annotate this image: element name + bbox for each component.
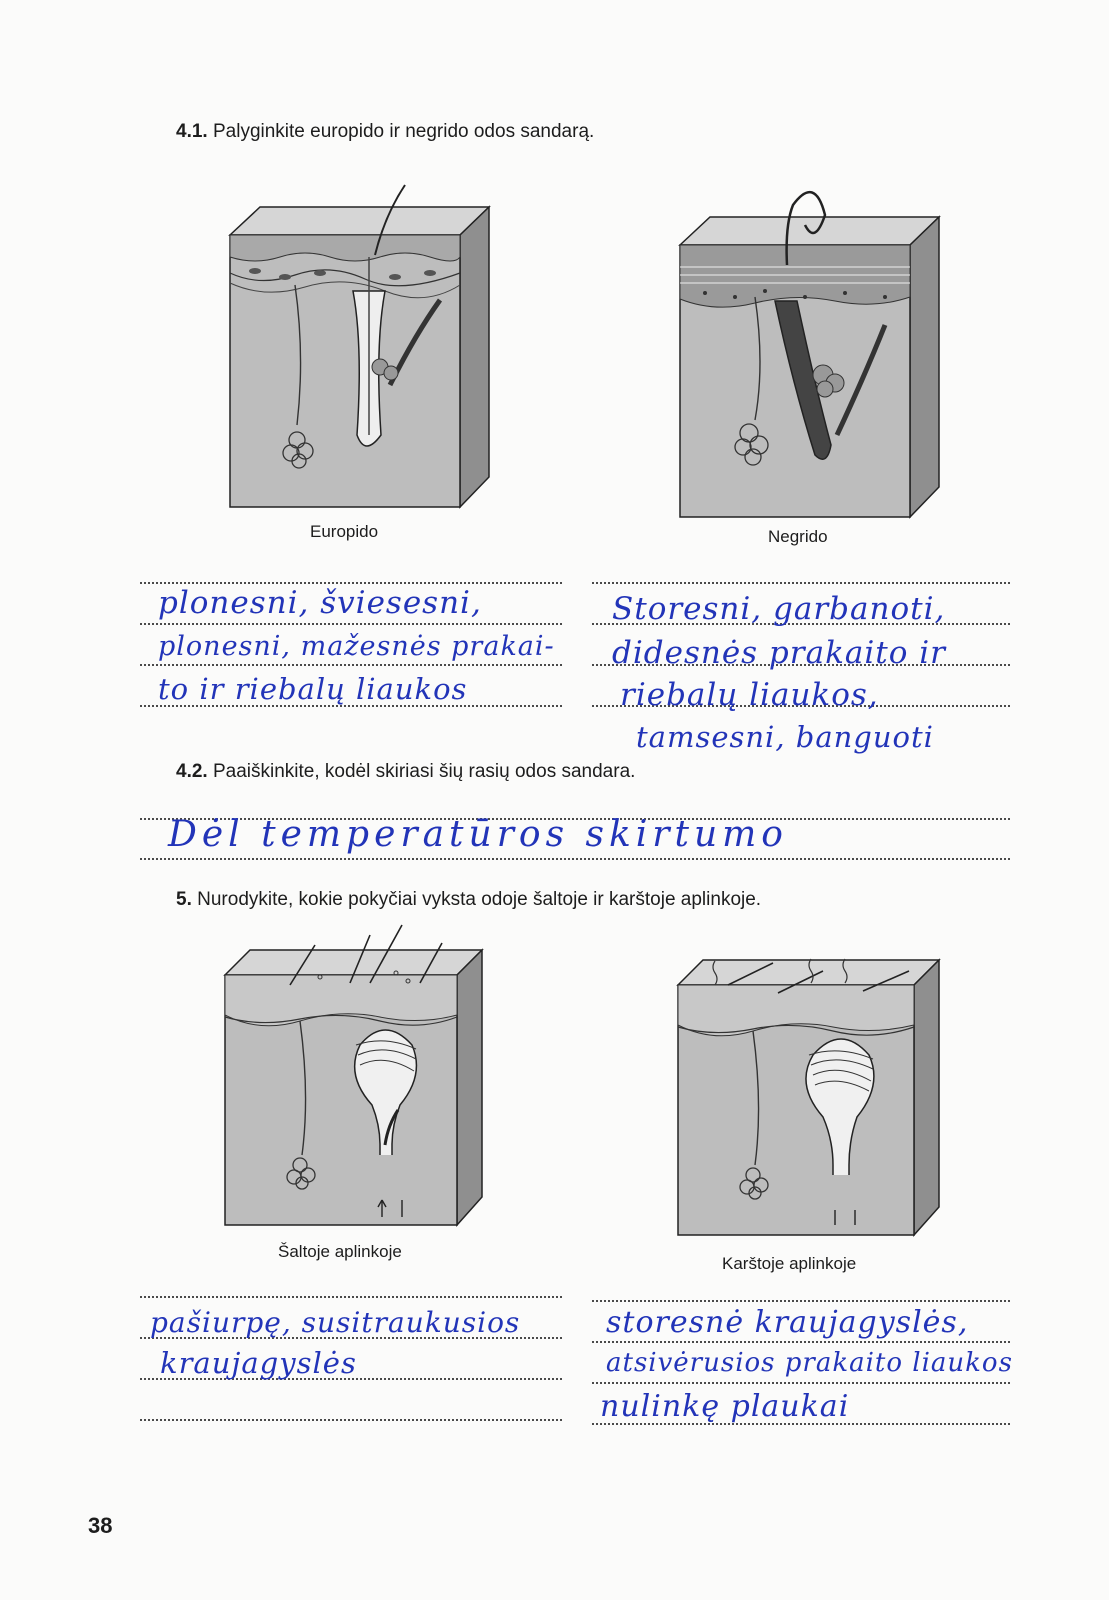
question-4-1 [176,120,594,144]
answer-line [140,582,562,584]
handwritten-answer: plonesni, mažesnės prakai- [158,631,555,662]
handwritten-answer: Dėl temperatūros skirtumo [168,814,788,855]
hot-skin-diagram [673,935,948,1245]
question-text: Palyginkite europido ir negrido odos sandarą. [212,121,595,142]
negrido-skin-diagram [675,205,945,525]
answer-line [140,858,1010,860]
question-5 [176,888,761,912]
question-4-2 [176,760,635,784]
handwritten-answer: didesnės prakaito ir [612,635,946,671]
handwritten-answer: kraujagyslės [160,1346,357,1380]
question-number: 4.1. [176,121,208,142]
handwritten-answer: atsivėrusios prakaito liaukos [606,1348,1013,1378]
question-number: 5. [176,889,192,910]
handwritten-answer: tamsesni, banguoti [636,720,934,754]
handwritten-answer: nulinkę plaukai [600,1389,850,1424]
answer-line [592,1382,1010,1384]
caption-cold: Šaltoje aplinkoje [278,1242,402,1261]
handwritten-answer: storesnė kraujagyslės, [606,1305,969,1340]
handwritten-answer: plonesni, šviesesni, [158,585,482,621]
caption-hot: Karštoje aplinkoje [722,1254,857,1273]
handwritten-answer: Storesni, garbanoti, [612,591,946,627]
caption-negrido: Negrido [768,527,828,546]
answer-line [592,1300,1010,1302]
question-text: Nurodykite, kokie pokyčiai vyksta odoje šaltoje ir karštoje aplinkoje. [197,889,762,910]
handwritten-answer: riebalų liaukos, [620,677,879,713]
handwritten-answer: to ir riebalų liaukos [158,672,468,706]
europido-skin-diagram [225,195,495,515]
handwritten-answer: pašiurpę, susitraukusios [150,1306,521,1339]
page-number: 38 [88,1513,113,1538]
question-number: 4.2. [176,761,208,782]
question-text: Paaiškinkite, kodėl skiriasi šių rasių odos sandara. [212,761,636,782]
answer-line [140,1419,562,1421]
caption-europido: Europido [310,522,379,541]
cold-skin-diagram [220,925,490,1235]
answer-line [140,664,562,666]
answer-line [592,1341,1010,1343]
answer-line [140,623,562,625]
answer-line [592,582,1010,584]
answer-line [140,1296,562,1298]
